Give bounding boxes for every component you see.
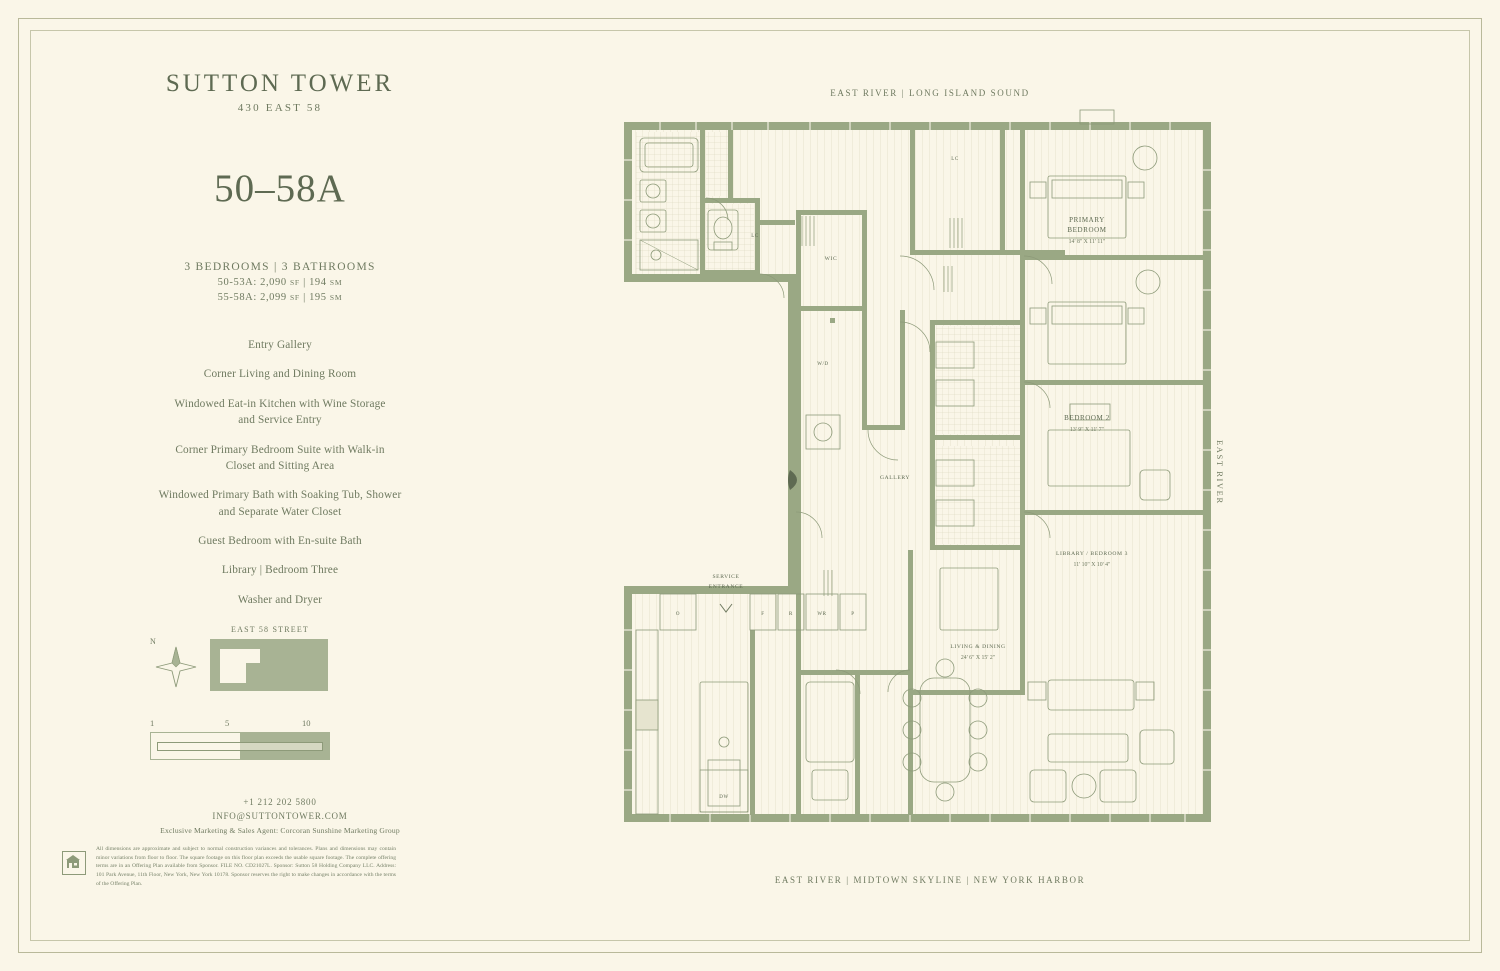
email-address[interactable]: INFO@SUTTONTOWER.COM <box>212 810 348 821</box>
feature-list <box>70 337 490 608</box>
label-library-bedroom-3: LIBRARY / BEDROOM 3 <box>1056 551 1128 557</box>
label-gallery: GALLERY <box>880 475 910 481</box>
area-a-value: 50-53A: 2,090 <box>217 277 287 288</box>
dim-library-bedroom-3: 11' 10" X 10' 4" <box>1073 562 1111 568</box>
brand-address: 430 EAST 58 <box>237 102 323 114</box>
key-plan-highlight-b <box>220 663 246 683</box>
compass-north-label: N <box>150 637 157 646</box>
scale-bar <box>150 718 330 760</box>
label-linen-closet-2: LC <box>751 234 759 239</box>
floor-plan <box>600 70 1260 900</box>
key-plan-highlight-a <box>220 649 260 663</box>
label-primary-bedroom: PRIMARY <box>1069 216 1105 224</box>
info-panel <box>70 70 490 621</box>
contact-block <box>70 796 490 823</box>
label-linen-closet-1: LC <box>951 157 959 162</box>
dim-primary-bedroom: 14' 8" X 11' 11" <box>1068 239 1106 245</box>
label-washer-dryer: W/D <box>817 362 829 367</box>
area-b-metric-unit: SM <box>329 293 343 302</box>
scale-tick: 10 <box>302 718 311 728</box>
floor-plan-drawing <box>600 70 1260 870</box>
dim-living-dining: 24' 6" X 15' 2" <box>960 655 996 661</box>
compass-icon <box>150 637 202 693</box>
legal-disclaimer: All dimensions are approximate and subject to normal construction variances and tolerances. Plans and dimensions may contain minor variations from floor to floor. The square footage on this floor plan exceeds the usable square footage. The complete offering terms are in an Offering Plan available from Sponsor. FILE NO. CD21027L. Sponsor: Sutton 58 Holding Company LLC. Address: 101 Park Avenue, 11th Floor, New York, New York 10178. Sponsor reserves the right to make changes in accordance with the terms of the Offering Plan. <box>96 846 396 887</box>
orientation-keyplan <box>150 625 330 695</box>
equal-housing-opportunity-icon <box>62 851 86 875</box>
room-count: 3 BEDROOMS | 3 BATHROOMS <box>184 261 376 273</box>
label-bedroom-2: BEDROOM 2 <box>1064 414 1110 422</box>
label-living-dining: LIVING & DINING <box>950 644 1006 650</box>
scale-tick: 1 <box>150 718 155 728</box>
feature-item: Windowed Primary Bath with Soaking Tub, Shower and Separate Water Closet <box>158 489 402 518</box>
brand-name: SUTTON TOWER <box>165 70 395 97</box>
label-primary-bedroom-2: BEDROOM <box>1067 226 1107 234</box>
label-service-entrance-2: ENTRANCE <box>708 584 744 590</box>
feature-item: Washer and Dryer <box>237 593 323 606</box>
area-a-unit: SF <box>289 278 300 287</box>
label-freezer: F <box>761 612 765 617</box>
label-pantry: P <box>851 612 855 617</box>
view-label-top: EAST RIVER | LONG ISLAND SOUND <box>830 88 1030 98</box>
area-line-a <box>70 277 490 288</box>
unit-specs <box>70 261 490 303</box>
scale-tick: 5 <box>225 718 230 728</box>
area-line-b <box>70 292 490 303</box>
exclusive-agent-note: Exclusive Marketing & Sales Agent: Corcoran Sunshine Marketing Group <box>160 826 400 835</box>
feature-item: Windowed Eat-in Kitchen with Wine Storage and Service Entry <box>174 397 386 427</box>
key-plan <box>210 639 328 691</box>
view-label-right: EAST RIVER <box>1215 440 1225 505</box>
area-b-value: 55-58A: 2,099 <box>217 292 287 303</box>
label-oven: O <box>675 612 681 617</box>
area-b-unit: SF <box>289 293 300 302</box>
feature-item: Entry Gallery <box>248 339 312 351</box>
label-dishwasher: DW <box>719 795 729 800</box>
street-label: EAST 58 STREET <box>231 625 309 634</box>
feature-item: Corner Living and Dining Room <box>203 368 357 381</box>
dim-bedroom-2: 13' 9" X 11' 7" <box>1070 427 1104 433</box>
feature-item: Corner Primary Bedroom Suite with Walk-in Closet and Sitting Area <box>175 443 385 472</box>
area-b-metric: | 195 <box>303 292 327 303</box>
scale-bar-inner <box>157 742 323 751</box>
view-label-bottom: EAST RIVER | MIDTOWN SKYLINE | NEW YORK HARBOR <box>774 875 1086 885</box>
label-wic: WIC <box>824 256 838 262</box>
feature-item: Guest Bedroom with En-suite Bath <box>198 535 362 547</box>
unit-id: 50–58A <box>214 167 346 210</box>
label-refrigerator: R <box>789 612 793 617</box>
area-a-metric: | 194 <box>303 277 327 288</box>
label-service-entrance-1: SERVICE <box>712 574 740 580</box>
phone-number: +1 212 202 5800 <box>243 797 317 807</box>
area-a-metric-unit: SM <box>329 278 343 287</box>
feature-item: Library | Bedroom Three <box>221 564 339 577</box>
label-wine-refrigerator: WR <box>817 612 827 617</box>
